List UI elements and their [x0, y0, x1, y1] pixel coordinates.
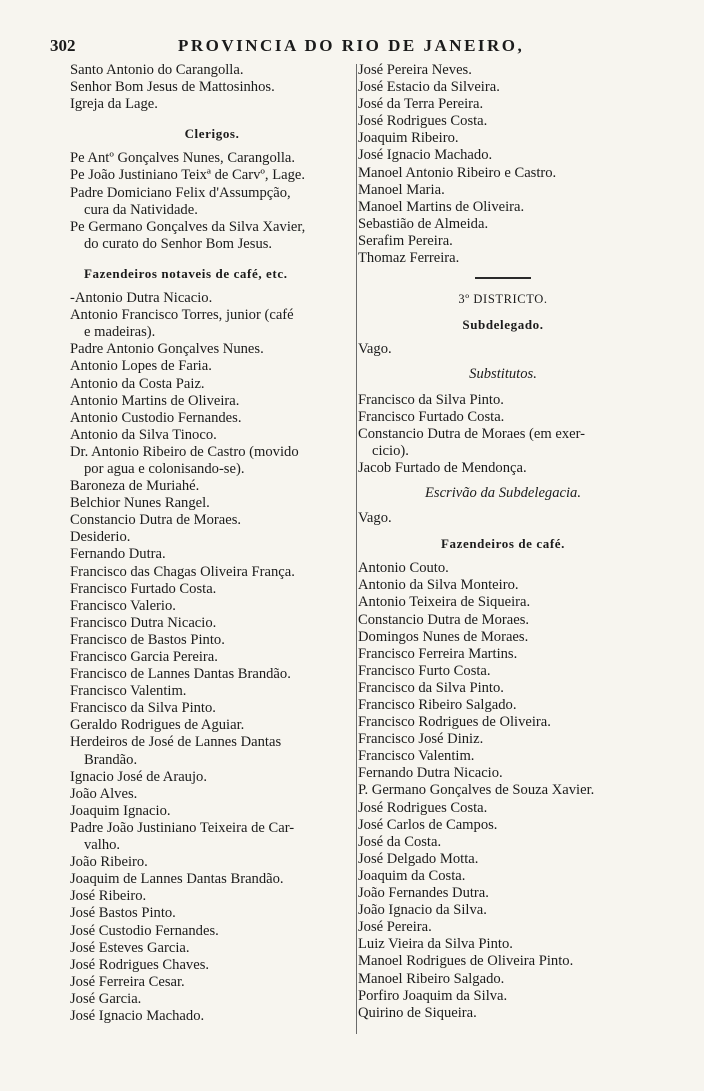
- parish-entry: Senhor Bom Jesus de Mattosinhos.: [70, 79, 275, 96]
- parish-entry: Igreja da Lage.: [70, 96, 158, 113]
- farmer-entry: Belchior Nunes Rangel.: [70, 495, 210, 512]
- farmer-entry: José Ignacio Machado.: [70, 1007, 205, 1024]
- clergy-entry: Padre Domiciano Felix d'Assumpção,: [70, 184, 291, 201]
- farmer-entry: José Ribeiro.: [70, 888, 147, 905]
- farmer-entry: Antonio da Costa Paiz.: [70, 375, 205, 392]
- clergy-entry: Pe João Justiniano Teixª de Carvº, Lage.: [70, 167, 306, 184]
- farmer-entry: Antonio Lopes de Faria.: [70, 358, 212, 375]
- page-number: 302: [50, 36, 76, 55]
- clergy-entry: Pe Antº Gonçalves Nunes, Carangolla.: [70, 150, 296, 167]
- farmer-entry: Quirino de Siqueira.: [358, 1004, 477, 1021]
- farmer-entry: por agua e colonisando-se).: [84, 460, 245, 477]
- farmer-entry: Francisco Garcia Pereira.: [70, 649, 218, 665]
- farmer-entry: Antonio da Silva Tinoco.: [70, 426, 217, 443]
- farmer-entry: Ignacio José de Araujo.: [70, 768, 207, 785]
- farmer-entry: Herdeiros de José de Lannes Dantas: [70, 734, 282, 751]
- name-entry: Serafim Pereira.: [358, 232, 453, 249]
- name-entry: José Pereira Neves.: [358, 62, 472, 78]
- fazendeiros-cafe-heading: Fazendeiros de café.: [440, 536, 566, 552]
- farmer-entry: Fernando Dutra Nicacio.: [358, 765, 503, 782]
- farmer-entry: -Antonio Dutra Nicacio.: [70, 290, 213, 307]
- farmer-entry: Constancio Dutra de Moraes.: [70, 512, 242, 529]
- farmer-entry: José Carlos de Campos.: [358, 816, 498, 833]
- farmer-entry: José Rodrigues Chaves.: [70, 956, 210, 973]
- escrivao-value: Vago.: [358, 510, 392, 527]
- farmer-entry: Francisco José Diniz.: [358, 731, 484, 748]
- farmer-entry: José Esteves Garcia.: [70, 939, 190, 956]
- farmer-entry: Padre João Justiniano Teixeira de Car-: [70, 819, 295, 836]
- farmer-entry: Geraldo Rodrigues de Aguiar.: [70, 717, 245, 734]
- farmer-entry: Padre Antonio Gonçalves Nunes.: [70, 341, 264, 358]
- name-entry: José Ignacio Machado.: [358, 147, 493, 164]
- name-entry: Manoel Antonio Ribeiro e Castro.: [358, 164, 557, 181]
- farmer-entry: José Pereira.: [358, 919, 432, 936]
- farmer-entry: Joaquim Ignacio.: [70, 802, 171, 819]
- name-entry: Manoel Martins de Oliveira.: [358, 198, 525, 215]
- substitute-entry: Constancio Dutra de Moraes (em exer-: [358, 425, 586, 442]
- name-entry: Thomaz Ferreira.: [358, 250, 460, 267]
- farmer-entry: José Custodio Fernandes.: [70, 922, 219, 939]
- name-entry: Sebastião de Almeida.: [358, 215, 489, 232]
- farmer-entry: Francisco Rodrigues de Oliveira.: [358, 714, 551, 731]
- substitute-entry: Jacob Furtado de Mendonça.: [358, 459, 527, 476]
- farmer-entry: João Ignacio da Silva.: [358, 902, 487, 919]
- running-title: PROVINCIA DO RIO DE JANEIRO,: [178, 36, 525, 55]
- farmer-entry: Francisco Valentim.: [358, 748, 475, 765]
- fazendeiros-notaveis-heading: Fazendeiros notaveis de café, etc.: [84, 265, 288, 281]
- farmer-entry: Francisco da Silva Pinto.: [358, 679, 504, 696]
- clergy-entry: Pe Germano Gonçalves da Silva Xavier,: [70, 218, 306, 235]
- farmer-entry: João Fernandes Dutra.: [358, 885, 489, 902]
- farmer-entry: Francisco Ribeiro Salgado.: [358, 697, 517, 713]
- name-entry: José Rodrigues Costa.: [358, 113, 488, 130]
- farmer-entry: Francisco Dutra Nicacio.: [70, 614, 217, 631]
- farmer-entry: Desiderio.: [70, 529, 131, 546]
- section-separator: [475, 277, 531, 279]
- clergy-entry: cura da Natividade.: [84, 201, 198, 218]
- farmer-entry: valho.: [84, 837, 121, 854]
- substitutos-heading: Substitutos.: [469, 366, 537, 383]
- farmer-entry: Antonio Francisco Torres, junior (café: [70, 307, 294, 324]
- farmer-entry: Porfiro Joaquim da Silva.: [358, 987, 508, 1004]
- page-header: [50, 34, 670, 62]
- farmer-entry: Francisco de Lannes Dantas Brandão.: [70, 666, 291, 683]
- subdelegado-heading: Subdelegado.: [462, 317, 544, 333]
- farmer-entry: Manoel Rodrigues de Oliveira Pinto.: [358, 953, 574, 970]
- substitute-entry: Francisco da Silva Pinto.: [358, 391, 504, 408]
- farmer-entry: Francisco Valentim.: [70, 683, 187, 700]
- substitutos-list: [358, 392, 648, 477]
- name-entry: Manoel Maria.: [358, 181, 445, 198]
- farmer-entry: P. Germano Gonçalves de Souza Xavier.: [358, 782, 595, 799]
- clerigos-heading: Clerigos.: [184, 126, 240, 142]
- farmer-entry: Dr. Antonio Ribeiro de Castro (movido: [70, 443, 299, 460]
- farmer-entry: Francisco Ferreira Martins.: [358, 645, 518, 662]
- farmer-entry: e madeiras).: [84, 324, 156, 341]
- farmer-entry: José Bastos Pinto.: [70, 905, 176, 922]
- farmer-entry: Francisco Valerio.: [70, 597, 176, 614]
- farmer-entry: José Ferreira Cesar.: [70, 973, 185, 990]
- parish-entry: Santo Antonio do Carangolla.: [70, 62, 244, 78]
- farmer-entry: José Delgado Motta.: [358, 850, 479, 867]
- farmer-entry: Francisco da Silva Pinto.: [70, 700, 216, 717]
- name-entry: José da Terra Pereira.: [358, 96, 484, 113]
- farmer-entry: Antonio Custodio Fernandes.: [70, 409, 242, 426]
- district-title: 3º DISTRICTO.: [458, 292, 548, 307]
- escrivao-heading: Escrivão da Subdelegacia.: [424, 484, 582, 501]
- farmer-entry: Joaquim de Lannes Dantas Brandão.: [70, 871, 284, 888]
- farmer-entry: Francisco das Chagas Oliveira França.: [70, 563, 295, 580]
- subdelegado-value: Vago.: [358, 341, 392, 358]
- farmer-entry: Francisco Furtado Costa.: [70, 580, 217, 597]
- substitute-entry: Francisco Furtado Costa.: [358, 408, 505, 425]
- names-list: [358, 62, 648, 267]
- farmer-entry: Domingos Nunes de Moraes.: [358, 628, 529, 645]
- farmer-entry: Antonio Teixeira de Siqueira.: [358, 594, 531, 611]
- fazendeiros-notaveis-list: [70, 290, 354, 1025]
- farmer-entry: João Ribeiro.: [70, 854, 148, 871]
- farmer-entry: Constancio Dutra de Moraes.: [358, 611, 530, 628]
- farmer-entry: Francisco Furto Costa.: [358, 662, 491, 679]
- farmer-entry: Francisco de Bastos Pinto.: [70, 631, 225, 648]
- substitute-entry: cicio).: [372, 442, 409, 459]
- farmer-entry: Antonio da Silva Monteiro.: [358, 577, 519, 594]
- parish-list: [70, 62, 354, 113]
- farmer-entry: Baroneza de Muriahé.: [70, 478, 200, 495]
- farmer-entry: João Alves.: [70, 785, 138, 802]
- column-divider: [356, 64, 357, 1034]
- farmer-entry: Fernando Dutra.: [70, 546, 166, 563]
- name-entry: Joaquim Ribeiro.: [358, 130, 459, 147]
- right-column: [358, 62, 648, 1022]
- farmer-entry: Joaquim da Costa.: [358, 867, 466, 884]
- fazendeiros-cafe-list: [358, 560, 648, 1022]
- farmer-entry: Manoel Ribeiro Salgado.: [358, 970, 505, 987]
- clergy-entry: do curato do Senhor Bom Jesus.: [84, 235, 273, 252]
- farmer-entry: Brandão.: [84, 751, 138, 768]
- left-column: [70, 62, 354, 1025]
- farmer-entry: Antonio Martins de Oliveira.: [70, 392, 240, 409]
- farmer-entry: Antonio Couto.: [358, 560, 449, 577]
- name-entry: José Estacio da Silveira.: [358, 79, 500, 96]
- farmer-entry: José Rodrigues Costa.: [358, 799, 488, 816]
- farmer-entry: Luiz Vieira da Silva Pinto.: [358, 936, 513, 953]
- farmer-entry: José Garcia.: [70, 990, 142, 1007]
- clerigos-list: [70, 150, 354, 253]
- farmer-entry: José da Costa.: [358, 833, 442, 850]
